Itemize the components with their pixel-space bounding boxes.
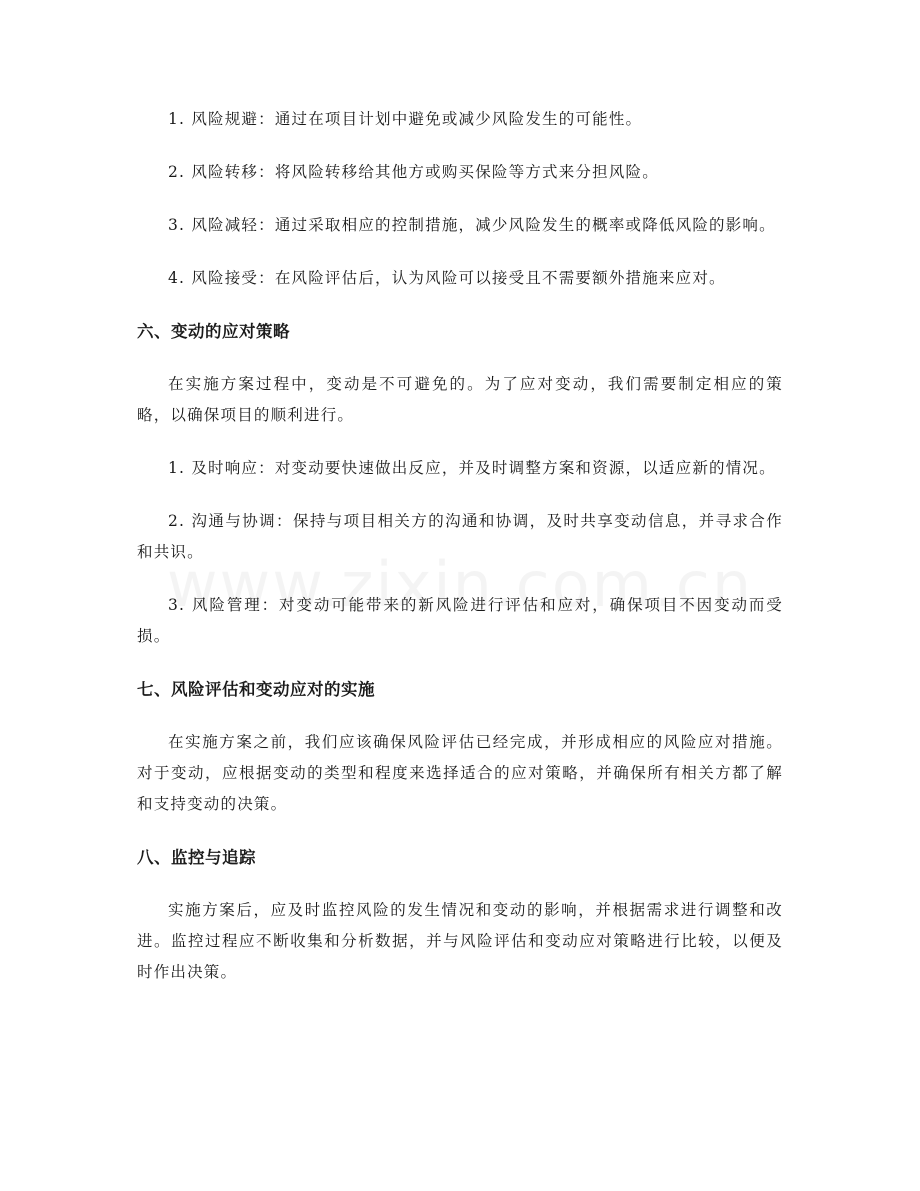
- list-item-risk-mitigation: 3. 风险减轻：通过采取相应的控制措施，减少风险发生的概率或降低风险的影响。: [168, 216, 776, 234]
- list-item-communication: 2. 沟通与协调：保持与项目相关方的沟通和协调，及时共享变动信息，并寻求合作和共识。: [137, 512, 783, 561]
- section-heading-implementation: 七、风险评估和变动应对的实施: [137, 680, 375, 699]
- paragraph-monitoring: 实施方案后，应及时监控风险的发生情况和变动的影响，并根据需求进行调整和改进。监控过程应不断收集和分析数据，并与风险评估和变动应对策略进行比较，以便及时作出决策。: [137, 901, 783, 981]
- list-item-timely-response: 1. 及时响应：对变动要快速做出反应，并及时调整方案和资源，以适应新的情况。: [168, 459, 776, 477]
- paragraph-implementation: 在实施方案之前，我们应该确保风险评估已经完成，并形成相应的风险应对措施。对于变动，应根据变动的类型和程度来选择适合的应对策略，并确保所有相关方都了解和支持变动的决策。: [137, 733, 783, 813]
- list-item-risk-acceptance: 4. 风险接受：在风险评估后，认为风险可以接受且不需要额外措施来应对。: [168, 269, 726, 287]
- section-heading-monitoring: 八、监控与追踪: [137, 848, 256, 867]
- list-item-risk-management: 3. 风险管理：对变动可能带来的新风险进行评估和应对，确保项目不因变动而受损。: [137, 596, 783, 645]
- document-body: [137, 104, 783, 1010]
- list-item-risk-transfer: 2. 风险转移：将风险转移给其他方或购买保险等方式来分担风险。: [168, 163, 659, 181]
- paragraph-change-intro: 在实施方案过程中，变动是不可避免的。为了应对变动，我们需要制定相应的策略，以确保项目的顺利进行。: [137, 375, 783, 424]
- section-heading-change-strategy: 六、变动的应对策略: [137, 322, 290, 341]
- list-item-risk-avoidance: 1. 风险规避：通过在项目计划中避免或减少风险发生的可能性。: [168, 110, 643, 128]
